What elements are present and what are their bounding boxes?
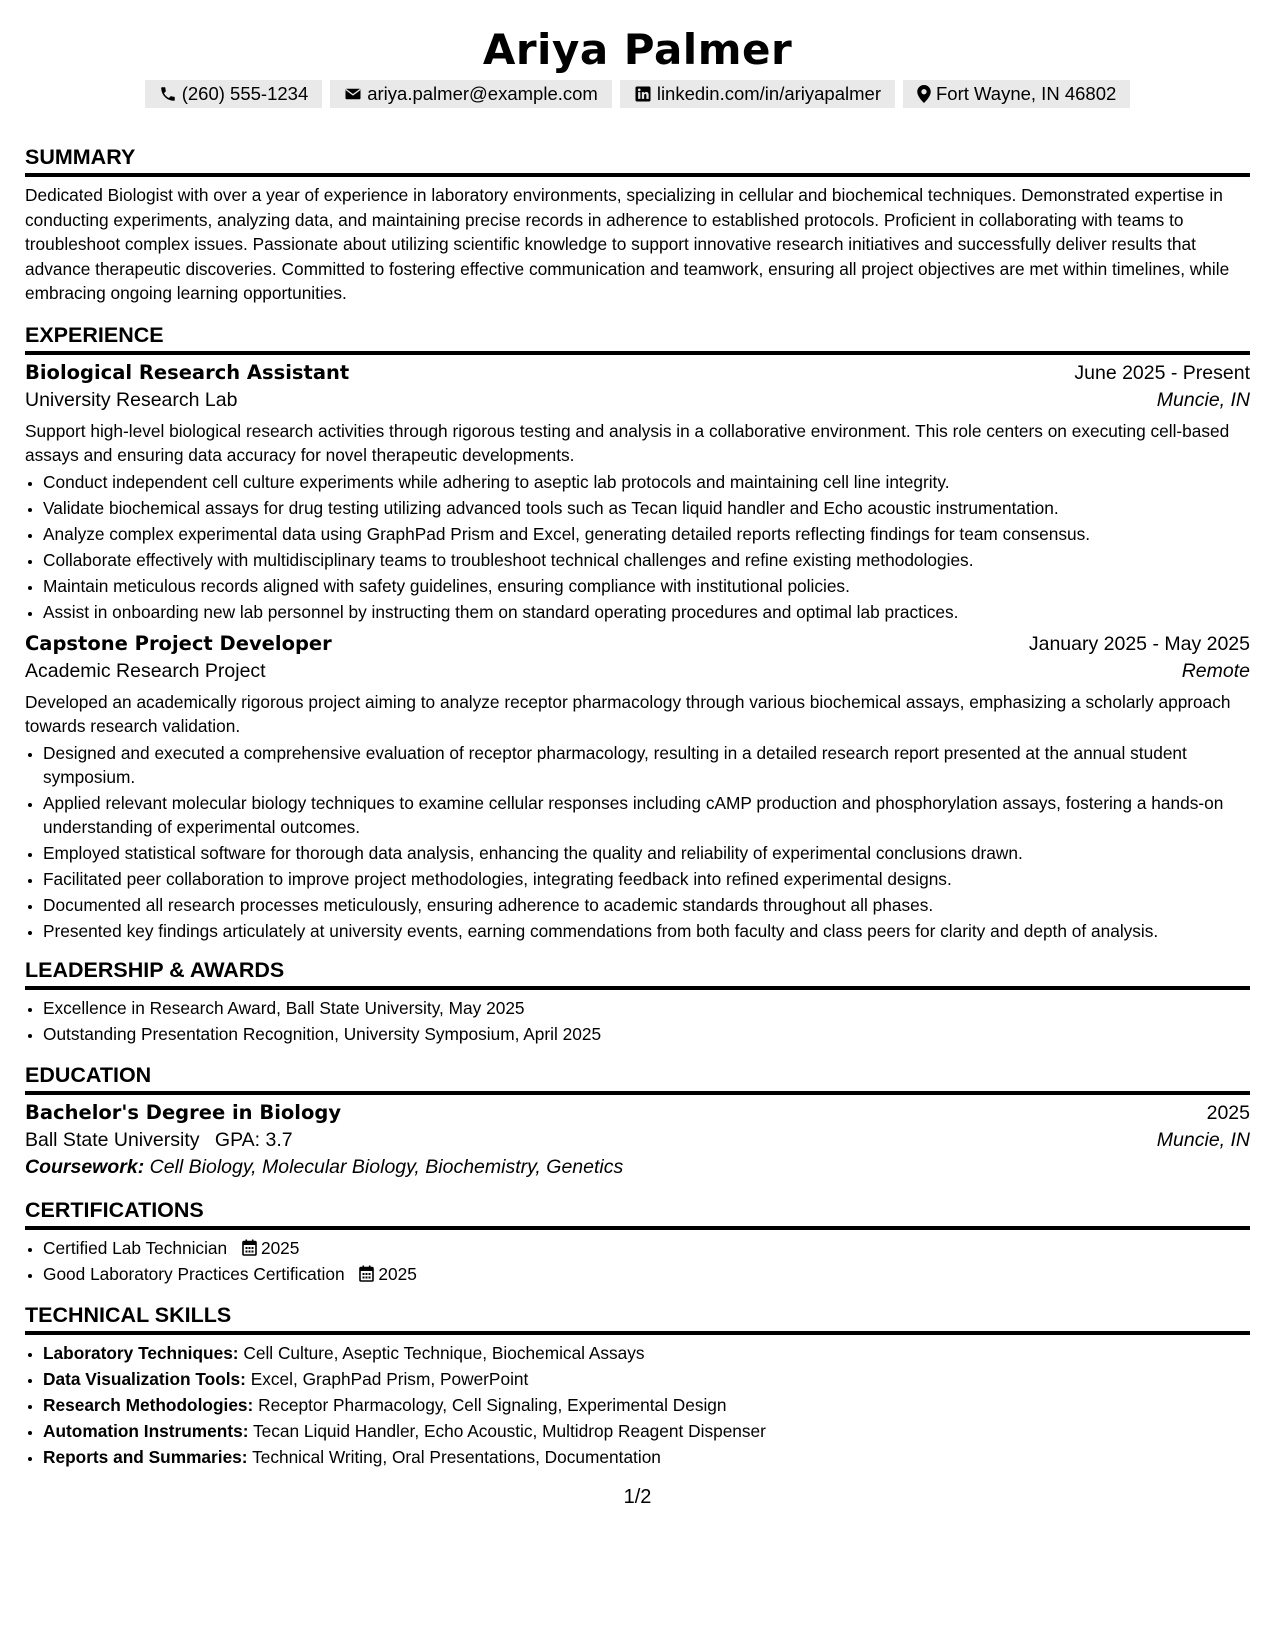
- map-pin-icon: [917, 85, 931, 103]
- contact-linkedin-text: linkedin.com/in/ariyapalmer: [656, 83, 881, 104]
- awards-list: [25, 996, 1250, 1046]
- envelope-icon: [344, 85, 362, 103]
- coursework-list: Cell Biology, Molecular Biology, Biochemistry, Genetics: [149, 1155, 624, 1178]
- certifications-list: [25, 1236, 1250, 1286]
- candidate-name: Ariya Palmer: [482, 25, 793, 74]
- phone-icon: [159, 85, 177, 103]
- school-location: Muncie, IN: [1156, 1128, 1250, 1151]
- job-dates: June 2025 - Present: [1074, 361, 1250, 384]
- school-line: [25, 1129, 293, 1152]
- job-title: Capstone Project Developer: [25, 631, 332, 655]
- list-item: • Collaborate effectively with multidisciplinary teams to troubleshoot technical challenges and refine existing methodologies.: [43, 548, 1250, 572]
- school-name: Ball State University: [25, 1128, 200, 1151]
- job-bullets: [25, 741, 1250, 943]
- list-item: [43, 1445, 1250, 1469]
- skill-value: Tecan Liquid Handler, Echo Acoustic, Multidrop Reagent Dispenser: [252, 1420, 766, 1441]
- contact-bar: [25, 80, 1250, 108]
- skill-label: Data Visualization Tools:: [43, 1368, 246, 1389]
- list-item: • Designed and executed a comprehensive evaluation of receptor pharmacology, resulting in a detailed research report presented at the annual student symposium.: [43, 741, 1250, 789]
- certifications-section: [25, 1197, 1250, 1286]
- gpa: GPA: 3.7: [214, 1128, 293, 1151]
- skill-label: Reports and Summaries:: [43, 1446, 248, 1467]
- list-item: • Excellence in Research Award, Ball State University, May 2025: [43, 996, 1250, 1020]
- list-item: • Employed statistical software for thorough data analysis, enhancing the quality and reliability of experimental conclusions drawn.: [43, 841, 1250, 865]
- skill-label: Research Methodologies:: [43, 1394, 254, 1415]
- list-item: • Documented all research processes meticulously, ensuring adherence to academic standards throughout all phases.: [43, 893, 1250, 917]
- contact-email[interactable]: [330, 80, 612, 108]
- skills-list: [25, 1341, 1250, 1469]
- job-location: Muncie, IN: [1156, 388, 1250, 411]
- experience-section: [25, 322, 1250, 943]
- job-title: Biological Research Assistant: [25, 360, 350, 384]
- summary-heading: SUMMARY: [25, 144, 1250, 177]
- job-entry: [25, 632, 1250, 943]
- list-item: [43, 1367, 1250, 1391]
- contact-phone[interactable]: [145, 80, 323, 108]
- job-dates: January 2025 - May 2025: [1028, 632, 1250, 655]
- job-bullets: [25, 470, 1250, 624]
- list-item: [43, 1393, 1250, 1417]
- job-location: Remote: [1181, 659, 1250, 682]
- list-item: • Facilitated peer collaboration to improve project methodologies, integrating feedback into refined experimental designs.: [43, 867, 1250, 891]
- list-item: • Assist in onboarding new lab personnel by instructing them on standard operating procedures and optimal lab practices.: [43, 600, 1250, 624]
- skills-section: [25, 1302, 1250, 1469]
- job-organization: Academic Research Project: [25, 659, 266, 682]
- summary-section: [25, 144, 1250, 306]
- list-item: • Presented key findings articulately at university events, earning commendations from both faculty and class peers for clarity and depth of analysis.: [43, 919, 1250, 943]
- skills-heading: TECHNICAL SKILLS: [25, 1302, 1250, 1335]
- skill-value: Cell Culture, Aseptic Technique, Biochemical Assays: [243, 1342, 645, 1363]
- list-item: • Applied relevant molecular biology techniques to examine cellular responses including cAMP production and phosphorylation assays, fostering a hands-on understanding of experimental outcomes.: [43, 791, 1250, 839]
- certification-year: 2025: [378, 1263, 417, 1284]
- list-item: [43, 1419, 1250, 1443]
- contact-location: [903, 80, 1130, 108]
- job-entry: [25, 361, 1250, 624]
- awards-heading: LEADERSHIP & AWARDS: [25, 957, 1250, 990]
- experience-heading: EXPERIENCE: [25, 322, 1250, 355]
- contact-email-text: ariya.palmer@example.com: [367, 83, 598, 104]
- graduation-year: 2025: [1206, 1101, 1250, 1124]
- job-description: Support high-level biological research activities through rigorous testing and analysis in a collaborative environment. This role centers on executing cell-based assays and ensuring data accuracy for novel therapeutic developments.: [25, 420, 1230, 465]
- skill-label: Automation Instruments:: [43, 1420, 249, 1441]
- certifications-heading: CERTIFICATIONS: [25, 1197, 1250, 1230]
- coursework-label: Coursework:: [25, 1155, 145, 1178]
- page-number: 1/2: [623, 1486, 652, 1508]
- education-heading: EDUCATION: [25, 1062, 1250, 1095]
- linkedin-icon: [634, 85, 652, 103]
- degree: Bachelor's Degree in Biology: [25, 1100, 342, 1124]
- job-organization: University Research Lab: [25, 388, 238, 411]
- contact-location-text: Fort Wayne, IN 46802: [935, 83, 1117, 104]
- education-section: [25, 1062, 1250, 1179]
- list-item: • Conduct independent cell culture experiments while adhering to aseptic lab protocols and maintaining cell line integrity.: [43, 470, 1250, 494]
- calendar-icon: [359, 1265, 374, 1282]
- certification-name: Certified Lab Technician: [43, 1237, 228, 1258]
- coursework: [25, 1156, 1250, 1179]
- list-item: [43, 1262, 1250, 1286]
- job-description: Developed an academically rigorous project aiming to analyze receptor pharmacology through various biochemical assays, emphasizing a scholarly approach towards research validation.: [25, 691, 1231, 736]
- skill-label: Laboratory Techniques:: [43, 1342, 239, 1363]
- resume-page: [25, 0, 1250, 1469]
- skill-value: Technical Writing, Oral Presentations, Documentation: [252, 1446, 661, 1467]
- list-item: • Outstanding Presentation Recognition, University Symposium, April 2025: [43, 1022, 1250, 1046]
- contact-phone-text: (260) 555-1234: [181, 83, 309, 104]
- list-item: [43, 1341, 1250, 1365]
- list-item: • Maintain meticulous records aligned with safety guidelines, ensuring compliance with institutional policies.: [43, 574, 1250, 598]
- certification-year: 2025: [260, 1237, 300, 1258]
- skill-value: Receptor Pharmacology, Cell Signaling, Experimental Design: [258, 1394, 727, 1415]
- certification-name: Good Laboratory Practices Certification: [43, 1263, 345, 1284]
- list-item: [43, 1236, 1250, 1260]
- contact-linkedin[interactable]: [620, 80, 895, 108]
- calendar-icon: [242, 1239, 257, 1256]
- summary-text: Dedicated Biologist with over a year of experience in laboratory environments, specializing in cellular and biochemical techniques. Demonstrated expertise in conducting experiments, analyzing data, and maintaining precise records in adherence to established protocols. Proficient in collaborating with teams to troubleshoot complex issues. Passionate about utilizing scientific knowledge to support innovative research initiatives and successfully deliver results that advance therapeutic discoveries. Committed to fostering effective communication and teamwork, ensuring all project objectives are met within timelines, while embracing ongoing learning opportunities.: [25, 185, 1230, 303]
- list-item: • Analyze complex experimental data using GraphPad Prism and Excel, generating detailed reports reflecting findings for team consensus.: [43, 522, 1250, 546]
- skill-value: Excel, GraphPad Prism, PowerPoint: [250, 1368, 529, 1389]
- awards-section: [25, 957, 1250, 1046]
- list-item: • Validate biochemical assays for drug testing utilizing advanced tools such as Tecan liquid handler and Echo acoustic instrumentation.: [43, 496, 1250, 520]
